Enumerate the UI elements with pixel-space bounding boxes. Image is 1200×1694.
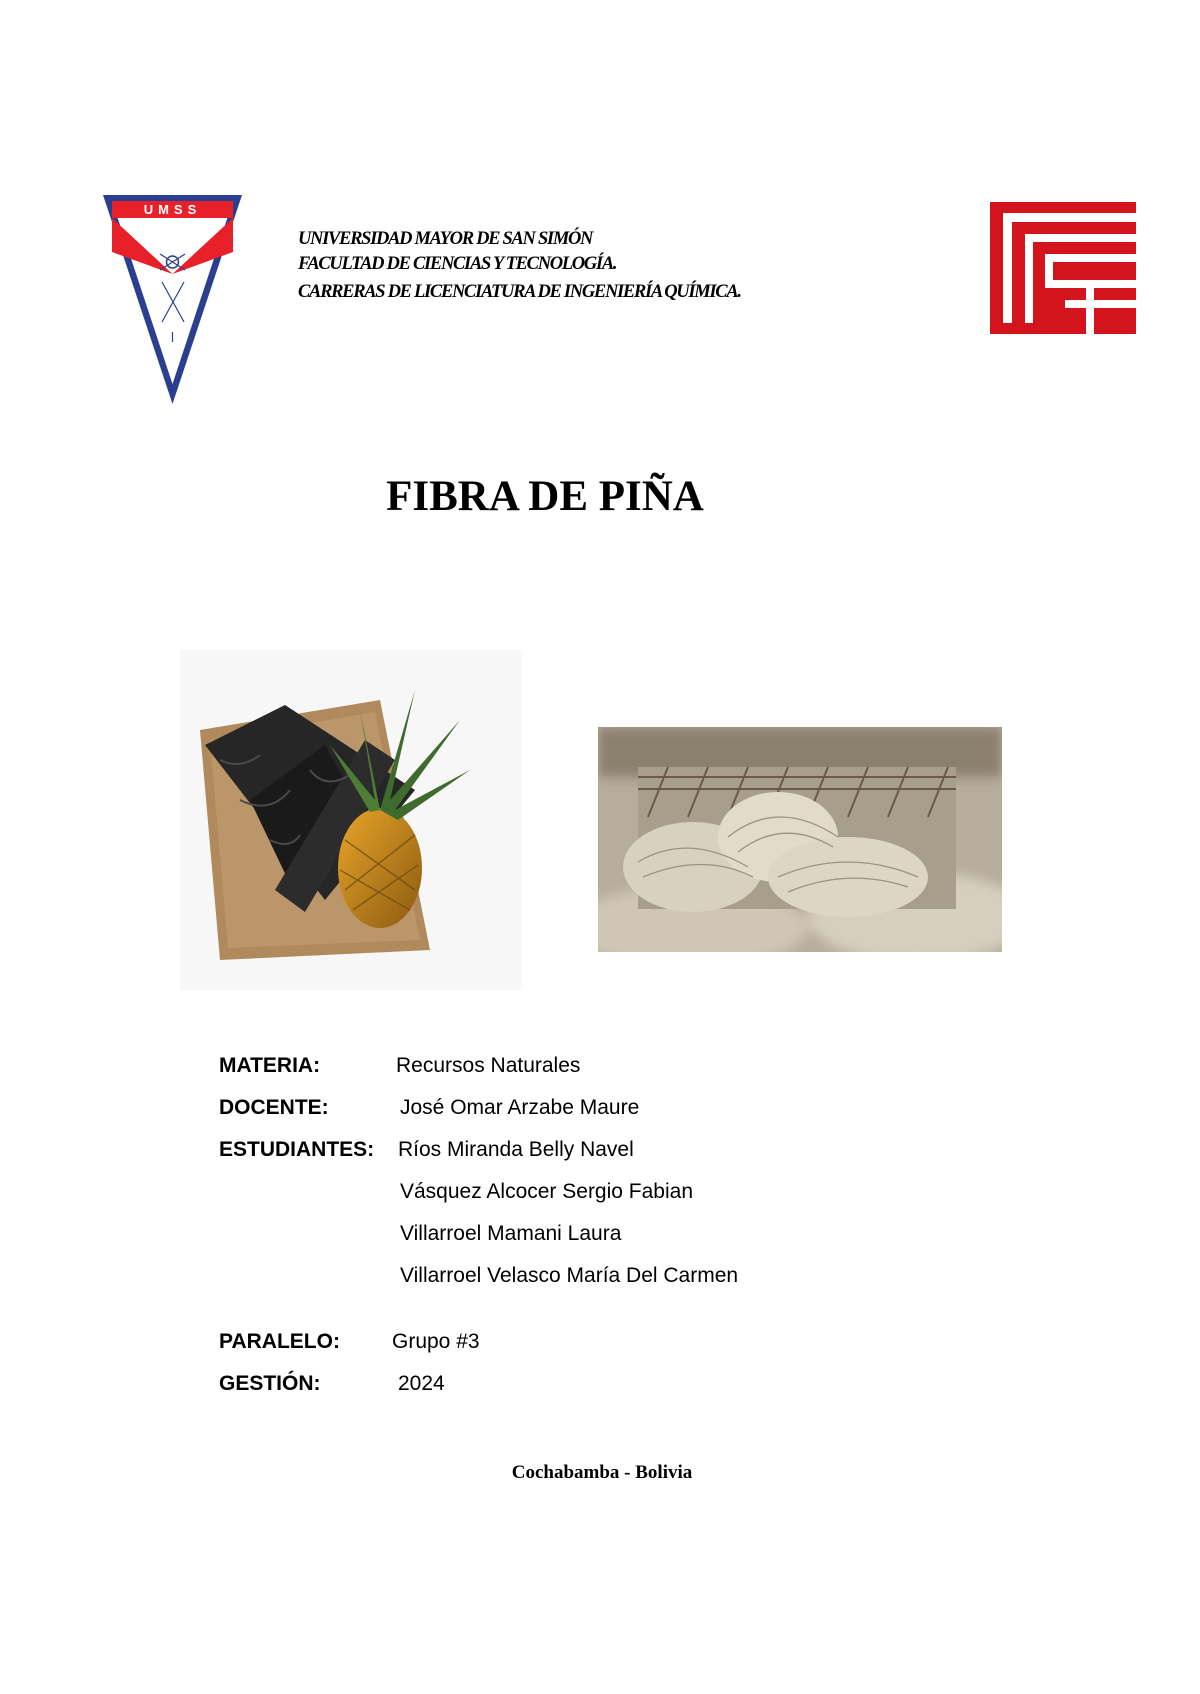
institution-line-faculty: FACULTAD DE CIENCIAS Y TECNOLOGÍA. (298, 254, 617, 274)
gestion-label: GESTIÓN: (219, 1372, 321, 1395)
institution-line-career: CARRERAS DE LICENCIATURA DE INGENIERÍA QUÍMICA. (298, 282, 741, 302)
svg-text:UMSS: UMSS (143, 202, 202, 217)
estudiantes-label: ESTUDIANTES: (219, 1138, 375, 1161)
fcyt-logo (990, 202, 1136, 334)
city-footer: Cochabamba - Bolivia (511, 1462, 693, 1483)
student-name: Vásquez Alcocer Sergio Fabian (400, 1180, 694, 1203)
pineapple-leather-photo (180, 650, 522, 990)
student-name: Villarroel Mamani Laura (400, 1222, 622, 1245)
materia-label: MATERIA: (219, 1054, 321, 1077)
docente-label: DOCENTE: (219, 1096, 329, 1119)
paralelo-value: Grupo #3 (392, 1330, 480, 1353)
student-name: Villarroel Velasco María Del Carmen (400, 1264, 739, 1287)
gestion-value: 2024 (398, 1372, 445, 1395)
pineapple-fiber-yarn-photo (598, 727, 1002, 952)
umss-logo (100, 192, 245, 407)
paralelo-label: PARALELO: (219, 1330, 340, 1353)
institution-line-university: UNIVERSIDAD MAYOR DE SAN SIMÓN (298, 229, 593, 249)
student-name: Ríos Miranda Belly Navel (398, 1138, 634, 1161)
document-title: FIBRA DE PIÑA (386, 473, 704, 520)
docente-value: José Omar Arzabe Maure (400, 1096, 640, 1119)
materia-value: Recursos Naturales (396, 1054, 581, 1077)
